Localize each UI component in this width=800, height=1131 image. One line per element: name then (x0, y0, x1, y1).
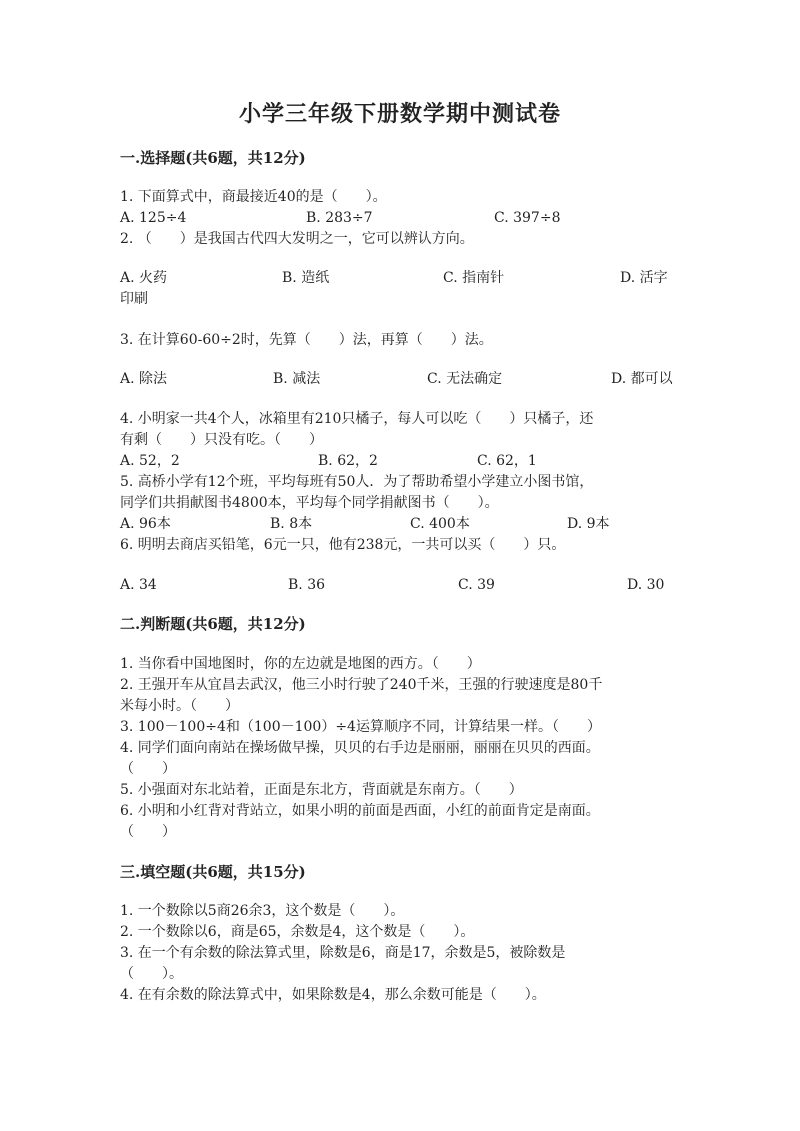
answer-option: B. 62，2 (318, 453, 378, 469)
question-line: （ ） (120, 761, 176, 777)
answer-option: C. 400本 (410, 516, 470, 532)
question-stem: 2. （ ）是我国古代四大发明之一，它可以辨认方向。 (120, 231, 474, 247)
answer-option: B. 8本 (270, 516, 313, 532)
answer-option: D. 活字 (620, 270, 668, 286)
section-heading-judgement: 二.判断题(共6题，共12分) (120, 615, 306, 633)
answer-option: D. 9本 (567, 516, 610, 532)
question-line: 5. 小强面对东北站着，正面是东北方，背面就是东南方。（ ） (120, 782, 523, 798)
answer-option: C. 62，1 (477, 453, 537, 469)
answer-option: A. 52，2 (120, 453, 180, 469)
question-line: 1. 一个数除以5商26余3，这个数是（ ）。 (120, 903, 405, 919)
answer-option: A. 125÷4 (120, 210, 187, 226)
question-stem: 3. 在计算60-60÷2时，先算（ ）法，再算（ ）法。 (120, 332, 493, 348)
answer-option-wrap: 印刷 (120, 291, 148, 307)
section-heading-fill-blank: 三.填空题(共6题，共15分) (120, 863, 306, 881)
answer-option: B. 减法 (273, 371, 321, 387)
question-line: 4. 同学们面向南站在操场做早操，贝贝的右手边是丽丽，丽丽在贝贝的西面。 (120, 740, 600, 756)
answer-option: B. 造纸 (282, 270, 330, 286)
answer-option: D. 都可以 (611, 371, 673, 387)
answer-option: B. 36 (288, 577, 326, 593)
answer-option: A. 96本 (120, 516, 171, 532)
question-line: （ ）。 (120, 966, 183, 982)
answer-option: A. 除法 (120, 371, 168, 387)
answer-option: C. 39 (458, 577, 495, 593)
question-stem: 同学们共捐献图书4800本，平均每个同学捐献图书（ ）。 (120, 495, 499, 511)
question-stem: 有剩（ ）只没有吃。（ ） (120, 432, 323, 448)
question-stem: 6. 明明去商店买铅笔，6元一只，他有238元，一共可以买（ ）只。 (120, 537, 566, 553)
answer-option: D. 30 (627, 577, 665, 593)
answer-option: C. 397÷8 (494, 210, 561, 226)
question-line: 4. 在有余数的除法算式中，如果除数是4，那么余数可能是（ ）。 (120, 987, 546, 1003)
answer-option: B. 283÷7 (306, 210, 373, 226)
answer-option: C. 指南针 (443, 270, 505, 286)
question-stem: 1. 下面算式中，商最接近40的是（ ）。 (120, 189, 387, 205)
question-line: 米每小时。（ ） (120, 698, 239, 714)
question-line: 3. 100－100÷4和（100－100）÷4运算顺序不同，计算结果一样。（ ） (120, 719, 601, 735)
question-line: 3. 在一个有余数的除法算式里，除数是6，商是17，余数是5，被除数是 (120, 945, 566, 961)
answer-option: A. 34 (120, 577, 157, 593)
answer-option: A. 火药 (120, 270, 168, 286)
question-line: 2. 一个数除以6，商是65，余数是4，这个数是（ ）。 (120, 924, 475, 940)
question-stem: 4. 小明家一共4个人，冰箱里有210只橘子，每人可以吃（ ）只橘子，还 (120, 411, 594, 427)
exam-title: 小学三年级下册数学期中测试卷 (238, 101, 561, 127)
question-stem: 5. 高桥小学有12个班，平均每班有50人．为了帮助希望小学建立小图书馆， (120, 474, 594, 490)
question-line: （ ） (120, 824, 176, 840)
answer-option: C. 无法确定 (427, 371, 503, 387)
question-line: 2. 王强开车从宜昌去武汉，他三小时行驶了240千米，王强的行驶速度是80千 (120, 677, 603, 693)
question-line: 1. 当你看中国地图时，你的左边就是地图的西方。（ ） (120, 656, 481, 672)
section-heading-choice: 一.选择题(共6题，共12分) (120, 149, 306, 167)
question-line: 6. 小明和小红背对背站立，如果小明的前面是西面，小红的前面肯定是南面。 (120, 803, 600, 819)
